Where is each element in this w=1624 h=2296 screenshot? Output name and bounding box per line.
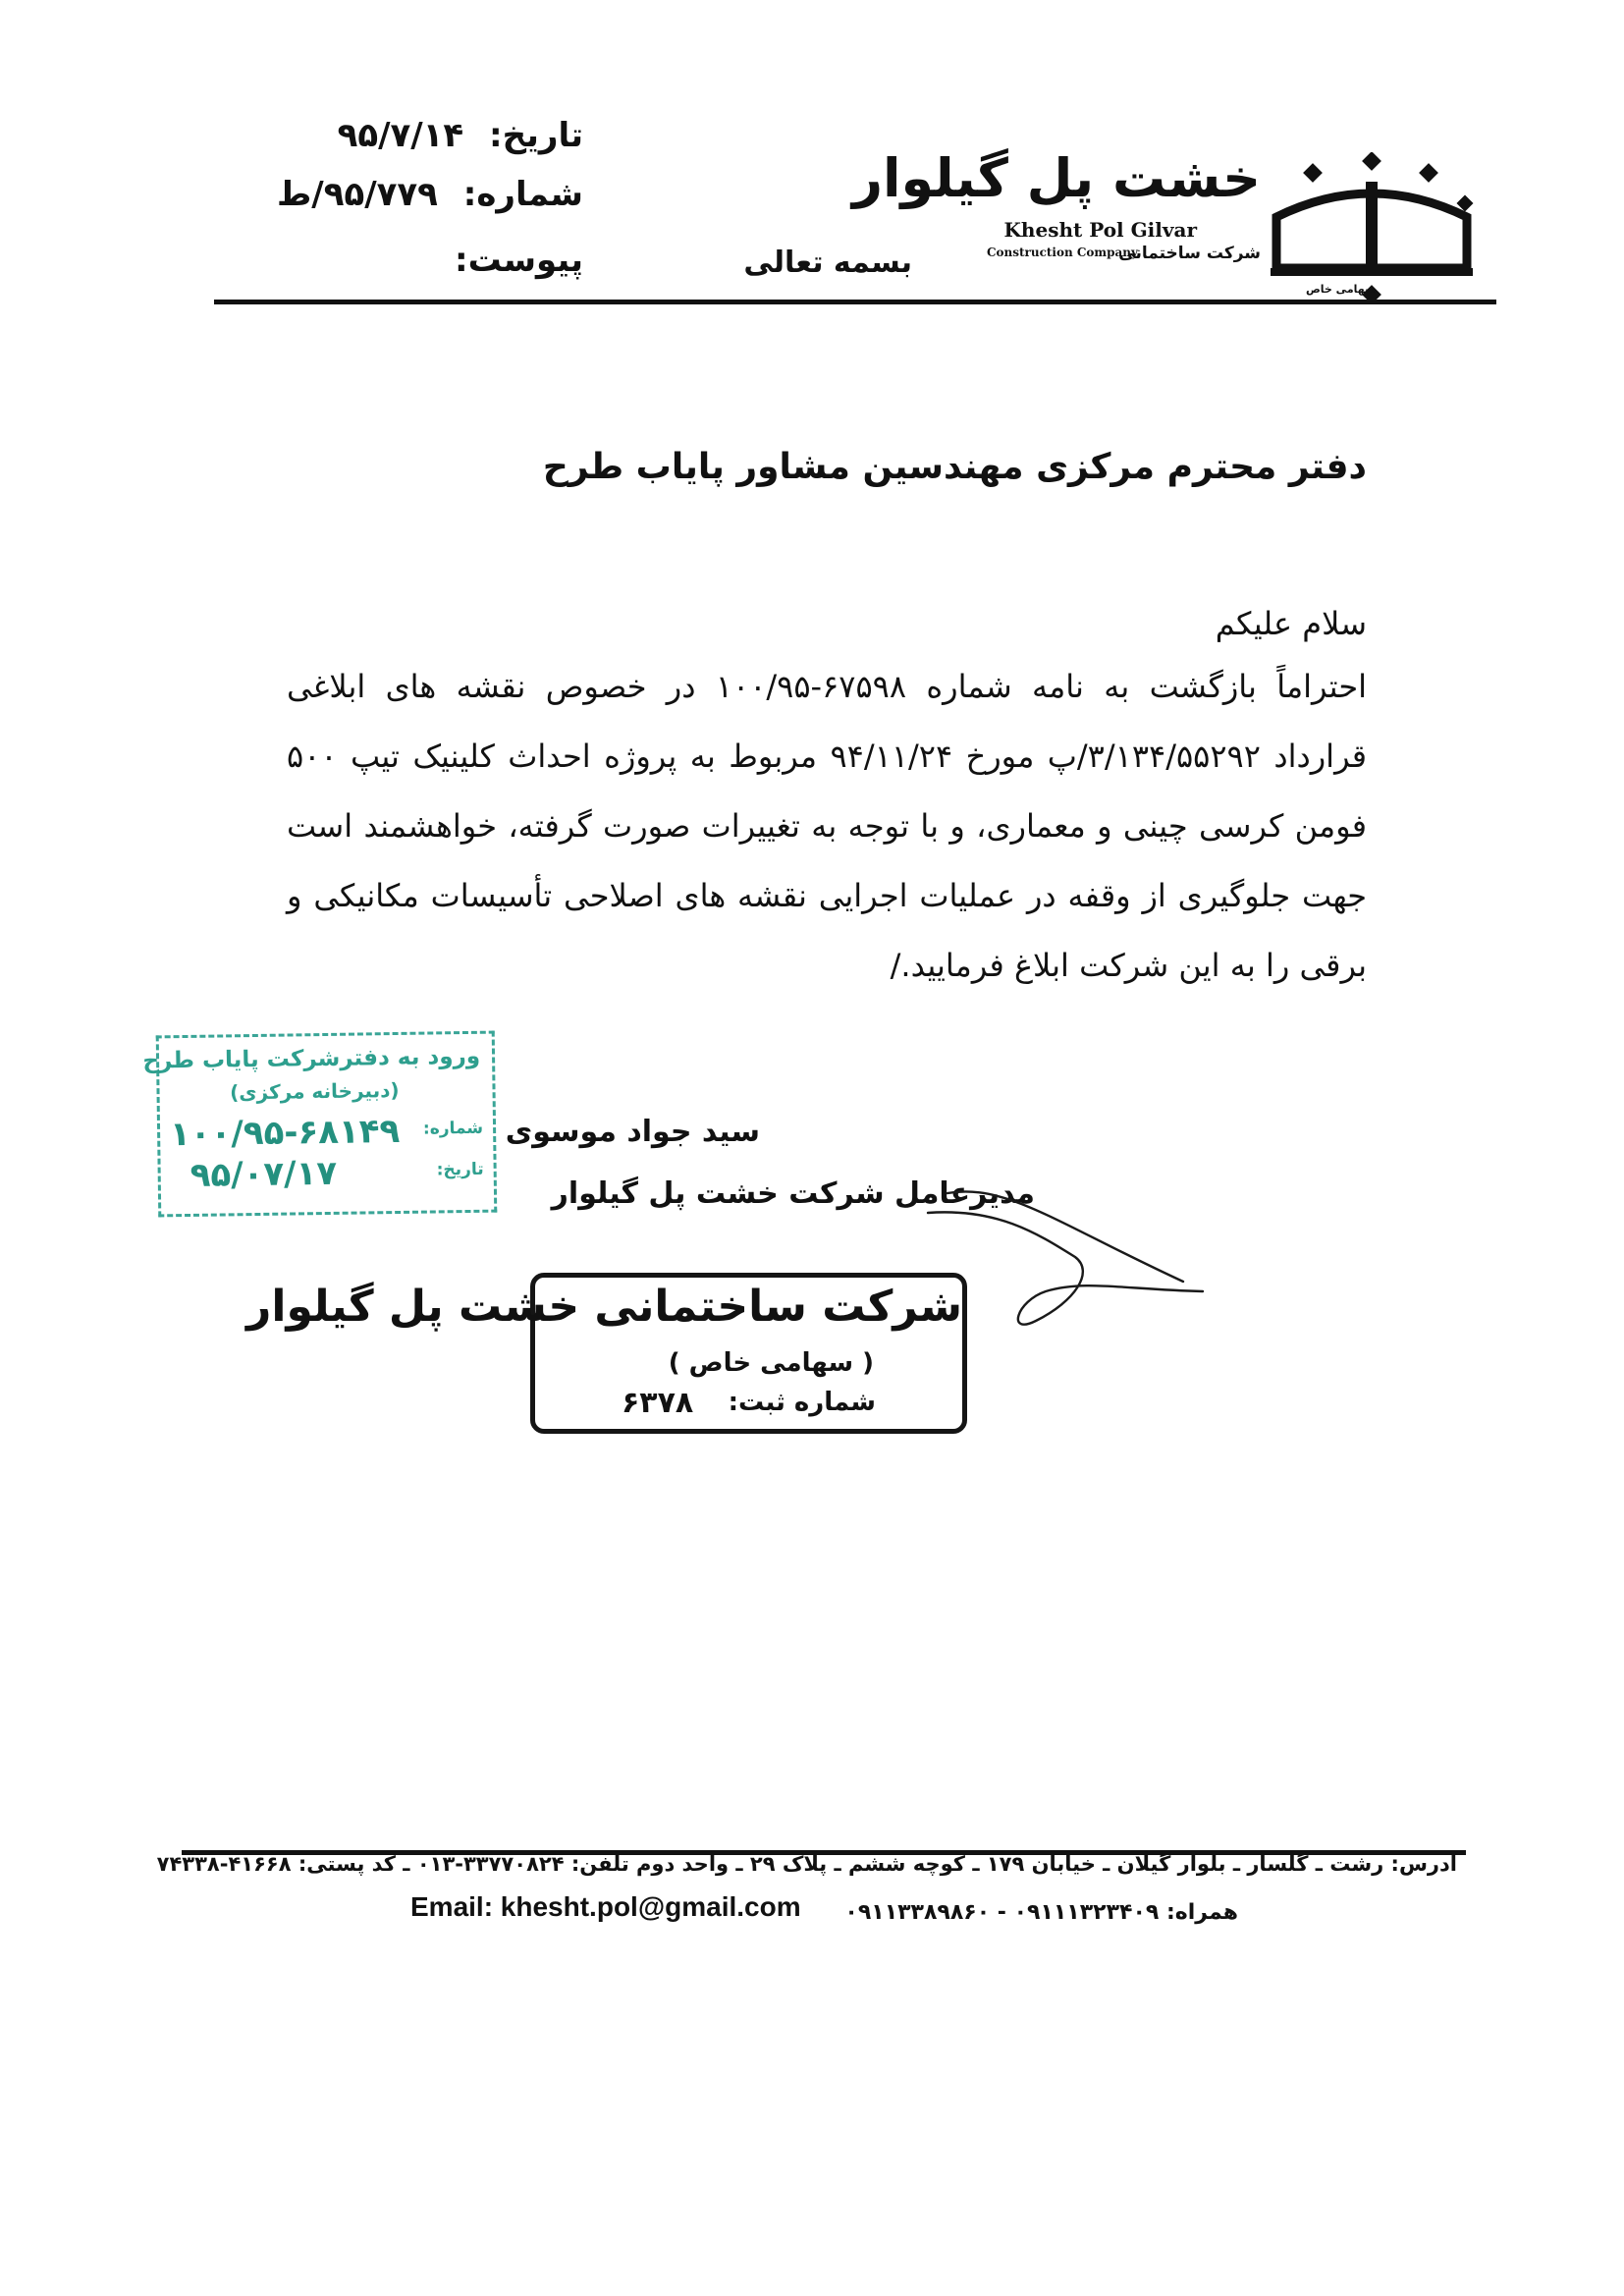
seal-registration-label: شماره ثبت: [728, 1388, 876, 1417]
company-subtitle-fa: شرکت ساختمانی [1118, 244, 1261, 263]
header-divider [214, 300, 1496, 304]
stamp-subtitle: (دبیرخانه مرکزی) [229, 1077, 400, 1105]
company-subtitle-en: Construction Company [986, 246, 1138, 259]
company-name-fa: خشت پل گیلوار [851, 147, 1261, 209]
letter-number [277, 175, 583, 214]
date-value: ۹۵/۷/۱۴ [337, 116, 464, 155]
signer-title: مدیرعامل شرکت خشت پل گیلوار [551, 1176, 1035, 1211]
stamp-title: ورود به دفترشرکت پایاب طرح [142, 1043, 481, 1074]
letter-body: احتراماً بازگشت به نامه شماره ۶۷۵۹۸-۱۰۰/۹۵ در خصوص نقشه های ابلاغی قرارداد ۳/۱۳۴/۵۵۲۹۲/پ مورخ ۹۴/۱۱/۲۴ مربوط به پروژه احداث کلینیک تیپ ۵۰۰ فومن کرسی چینی و معماری، و با توجه به تغییرات صورت گرفته، خواهشمند است جهت جلوگیری از وقفه در عملیات اجرایی نقشه های اصلاحی تأسیسات مکانیکی و برقی را به این شرکت ابلاغ فرمایید./ [287, 668, 1368, 984]
invocation: بسمه تعالی [743, 246, 912, 280]
number-label: شماره: [462, 175, 583, 214]
footer-address: آدرس: رشت ـ گلسار ـ بلوار گیلان ـ خیابان ۱۷۹ ـ کوچه ششم ـ پلاک ۲۹ ـ واحد دوم تلفن: ۳۳۷۷۰۸۲۴-۰۱۳ ـ کد پستی: ۴۱۶۶۸-۷۴۳۳۸ [156, 1852, 1457, 1876]
company-seal [246, 1273, 967, 1434]
stamp-date-value: ۹۵/۰۷/۱۷ [189, 1153, 338, 1195]
company-name-en: Khesht Pol Gilvar [1003, 218, 1197, 242]
stamp-number-value: ۱۰۰/۹۵-۶۸۱۴۹ [169, 1111, 401, 1155]
letter-attachment [441, 241, 583, 280]
greeting: سلام علیکم [1215, 605, 1367, 642]
stamp-number-label: شماره: [422, 1118, 484, 1139]
seal-company-type: ( سهامی خاص ) [668, 1348, 874, 1378]
recipient: دفتر محترم مرکزی مهندسین مشاور پایاب طرح [542, 447, 1367, 487]
letter-date [338, 116, 583, 155]
footer-mobile: همراه: ۰۹۱۱۱۳۲۳۴۰۹ - ۰۹۱۱۳۳۸۹۸۶۰ [844, 1900, 1238, 1925]
entry-stamp [142, 1031, 498, 1218]
attachment-label: پیوست: [455, 241, 583, 280]
seal-company-name: شرکت ساختمانی خشت پل گیلوار [246, 1282, 962, 1332]
footer-email: Email: khesht.pol@gmail.com [410, 1891, 801, 1922]
logo-caption: سهامی خاص [1306, 283, 1376, 296]
signer-name: سید جواد موسوی [505, 1115, 760, 1149]
stamp-date-label: تاریخ: [436, 1159, 484, 1180]
seal-registration-value: ۶۳۷۸ [622, 1386, 694, 1420]
number-value: ۹۵/۷۷۹/ط [276, 175, 438, 214]
date-label: تاریخ: [489, 116, 583, 155]
